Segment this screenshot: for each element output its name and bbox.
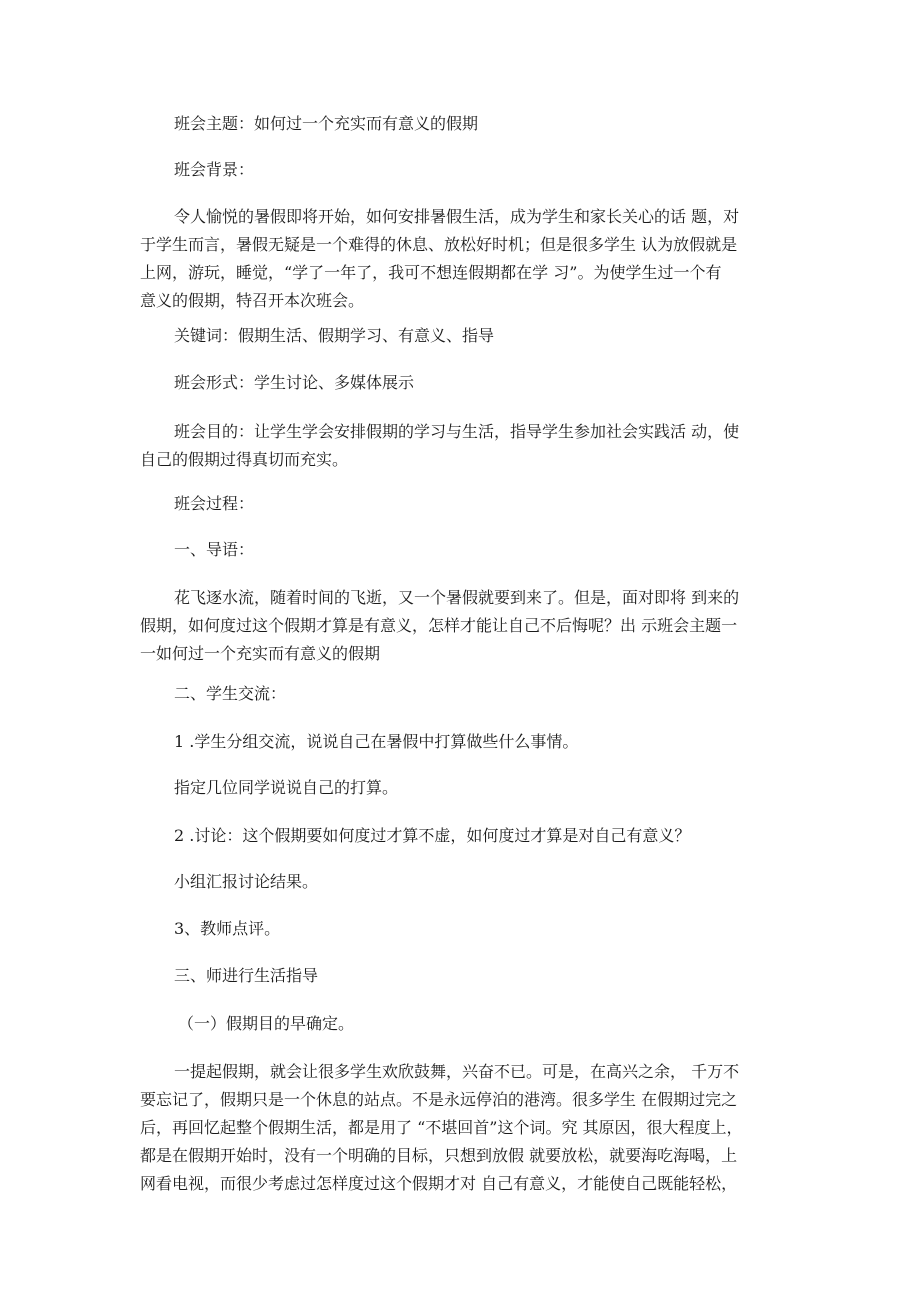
sub1-line-5: 网看电视，而很少考虑过怎样度过这个假期才对 自己有意义，才能使自己既能轻松，: [140, 1174, 738, 1193]
section1-paragraph: [140, 584, 780, 668]
purpose-paragraph: [140, 418, 780, 474]
sub1-heading: （一）假期目的早确定。: [178, 1014, 355, 1033]
purpose-line-2: 自己的假期过得真切而充实。: [140, 450, 349, 469]
item2-note: 小组汇报讨论结果。: [174, 872, 319, 891]
sub1-line-4: 都是在假期开始时，没有一个明确的目标，只想到放假 就要放松，就要海吃海喝，上: [140, 1146, 738, 1165]
sub1-paragraph: [140, 1058, 780, 1198]
process-heading: 班会过程：: [174, 494, 255, 513]
sub1-line-3: 后，再回忆起整个假期生活，都是用了 “不堪回首”这个词。究 其原因，很大程度上，: [140, 1118, 743, 1137]
item2-line: 2 .讨论：这个假期要如何度过才算不虚，如何度过才算是对自己有意义？: [174, 826, 691, 845]
section1-line-1: 花飞逐水流，随着时间的飞逝，又一个暑假就要到来了。但是，面对即将 到来的: [174, 588, 740, 607]
item1-note: 指定几位同学说说自己的打算。: [174, 778, 399, 797]
section3-heading: 三、师进行生活指导: [174, 966, 319, 985]
item3-line: 3、教师点评。: [174, 919, 281, 938]
section1-line-2: 假期，如何度过这个假期才算是有意义，怎样才能让自己不后悔呢？出 示班会主题一: [140, 616, 738, 635]
background-heading: 班会背景：: [174, 160, 255, 179]
keywords-line: 关键词：假期生活、假期学习、有意义、指导: [174, 326, 495, 345]
background-line-4: 意义的假期，特召开本次班会。: [140, 291, 365, 310]
section2-heading: 二、学生交流：: [174, 684, 287, 703]
background-line-2: 于学生而言，暑假无疑是一个难得的休息、放松好时机；但是很多学生 认为放假就是: [140, 235, 738, 254]
background-line-3: 上网，游玩，睡觉，“学了一年了，我可不想连假期都在学 习”。为使学生过一个有: [140, 263, 722, 282]
theme-line: 班会主题：如何过一个充实而有意义的假期: [174, 114, 479, 133]
purpose-line-1: 班会目的：让学生学会安排假期的学习与生活，指导学生参加社会实践活 动，使: [174, 422, 740, 441]
background-line-1: 令人愉悦的暑假即将开始，如何安排暑假生活，成为学生和家长关心的话 题，对: [174, 207, 740, 226]
section1-line-3: 一如何过一个充实而有意义的假期: [140, 644, 381, 663]
sub1-line-2: 要忘记了，假期只是一个休息的站点。不是永远停泊的港湾。很多学生 在假期过完之: [140, 1090, 738, 1109]
section1-heading: 一、导语：: [174, 540, 255, 559]
form-line: 班会形式：学生讨论、多媒体展示: [174, 373, 415, 392]
sub1-line-1: 一提起假期，就会让很多学生欢欣鼓舞，兴奋不已。可是，在高兴之余， 千万不: [174, 1062, 740, 1081]
item1-line: 1 .学生分组交流，说说自己在暑假中打算做些什么事情。: [174, 732, 579, 751]
background-paragraph: [140, 203, 780, 315]
